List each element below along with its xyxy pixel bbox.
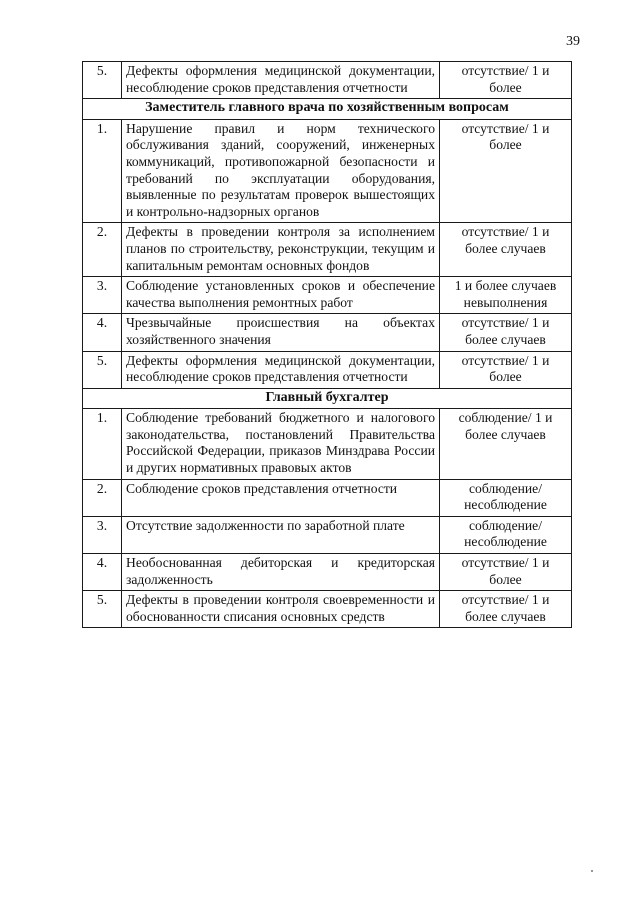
criterion-value: отсутствие/ 1 и более случаев [440, 314, 572, 351]
table-row [83, 223, 572, 277]
row-number: 5. [83, 62, 122, 99]
criterion-text: Дефекты оформления медицинской документации, несоблюдение сроков представления отчетности [122, 351, 440, 388]
row-number: 1. [83, 409, 122, 479]
section-header-row [83, 388, 572, 409]
table-row [83, 516, 572, 553]
criteria-table [82, 61, 572, 628]
section-title: Заместитель главного врача по хозяйственным вопросам [83, 99, 572, 120]
row-number: 2. [83, 223, 122, 277]
row-number: 5. [83, 351, 122, 388]
page-number: 39 [566, 34, 580, 49]
criterion-value: отсутствие/ 1 и более [440, 62, 572, 99]
table-row [83, 591, 572, 628]
criterion-text: Соблюдение сроков представления отчетности [122, 479, 440, 516]
table-row [83, 277, 572, 314]
row-number: 3. [83, 277, 122, 314]
table-row [83, 314, 572, 351]
row-number: 4. [83, 314, 122, 351]
row-number: 3. [83, 516, 122, 553]
table-row [83, 62, 572, 99]
row-number: 1. [83, 119, 122, 223]
row-number: 2. [83, 479, 122, 516]
criterion-text: Дефекты в проведении контроля своевременности и обоснованности списания основных средств [122, 591, 440, 628]
criterion-text: Отсутствие задолженности по заработной плате [122, 516, 440, 553]
criterion-value: отсутствие/ 1 и более случаев [440, 223, 572, 277]
table-row [83, 409, 572, 479]
criterion-text: Необоснованная дебиторская и кредиторская задолженность [122, 554, 440, 591]
criterion-text: Нарушение правил и норм технического обслуживания зданий, сооружений, инженерных коммуникаций, противопожарной безопасности и требований по эксплуатации оборудования, выявленные по результатам проверок вышестоящих и контрольно-надзорных органов [122, 119, 440, 223]
section-title: Главный бухгалтер [83, 388, 572, 409]
criterion-text: Дефекты оформления медицинской документации, несоблюдение сроков представления отчетности [122, 62, 440, 99]
row-number: 5. [83, 591, 122, 628]
criterion-value: отсутствие/ 1 и более [440, 554, 572, 591]
criterion-value: отсутствие/ 1 и более [440, 351, 572, 388]
criterion-value: соблюдение/ несоблюдение [440, 479, 572, 516]
criterion-text: Чрезвычайные происшествия на объектах хозяйственного значения [122, 314, 440, 351]
table-row [83, 479, 572, 516]
criterion-text: Соблюдение требований бюджетного и налогового законодательства, постановлений Правительства Российской Федерации, приказов Минздрава России и других нормативных правовых актов [122, 409, 440, 479]
row-number: 4. [83, 554, 122, 591]
criterion-value: соблюдение/ 1 и более случаев [440, 409, 572, 479]
table-row [83, 351, 572, 388]
criterion-value: соблюдение/ несоблюдение [440, 516, 572, 553]
criteria-table-body [83, 62, 572, 628]
criterion-value: 1 и более случаев невыполнения [440, 277, 572, 314]
criterion-value: отсутствие/ 1 и более [440, 119, 572, 223]
criterion-text: Дефекты в проведении контроля за исполнением планов по строительству, реконструкции, текущим и капитальным ремонтам основных фондов [122, 223, 440, 277]
table-row [83, 119, 572, 223]
scan-dot [591, 870, 593, 872]
section-header-row [83, 99, 572, 120]
criterion-value: отсутствие/ 1 и более случаев [440, 591, 572, 628]
criterion-text: Соблюдение установленных сроков и обеспечение качества выполнения ремонтных работ [122, 277, 440, 314]
table-row [83, 554, 572, 591]
